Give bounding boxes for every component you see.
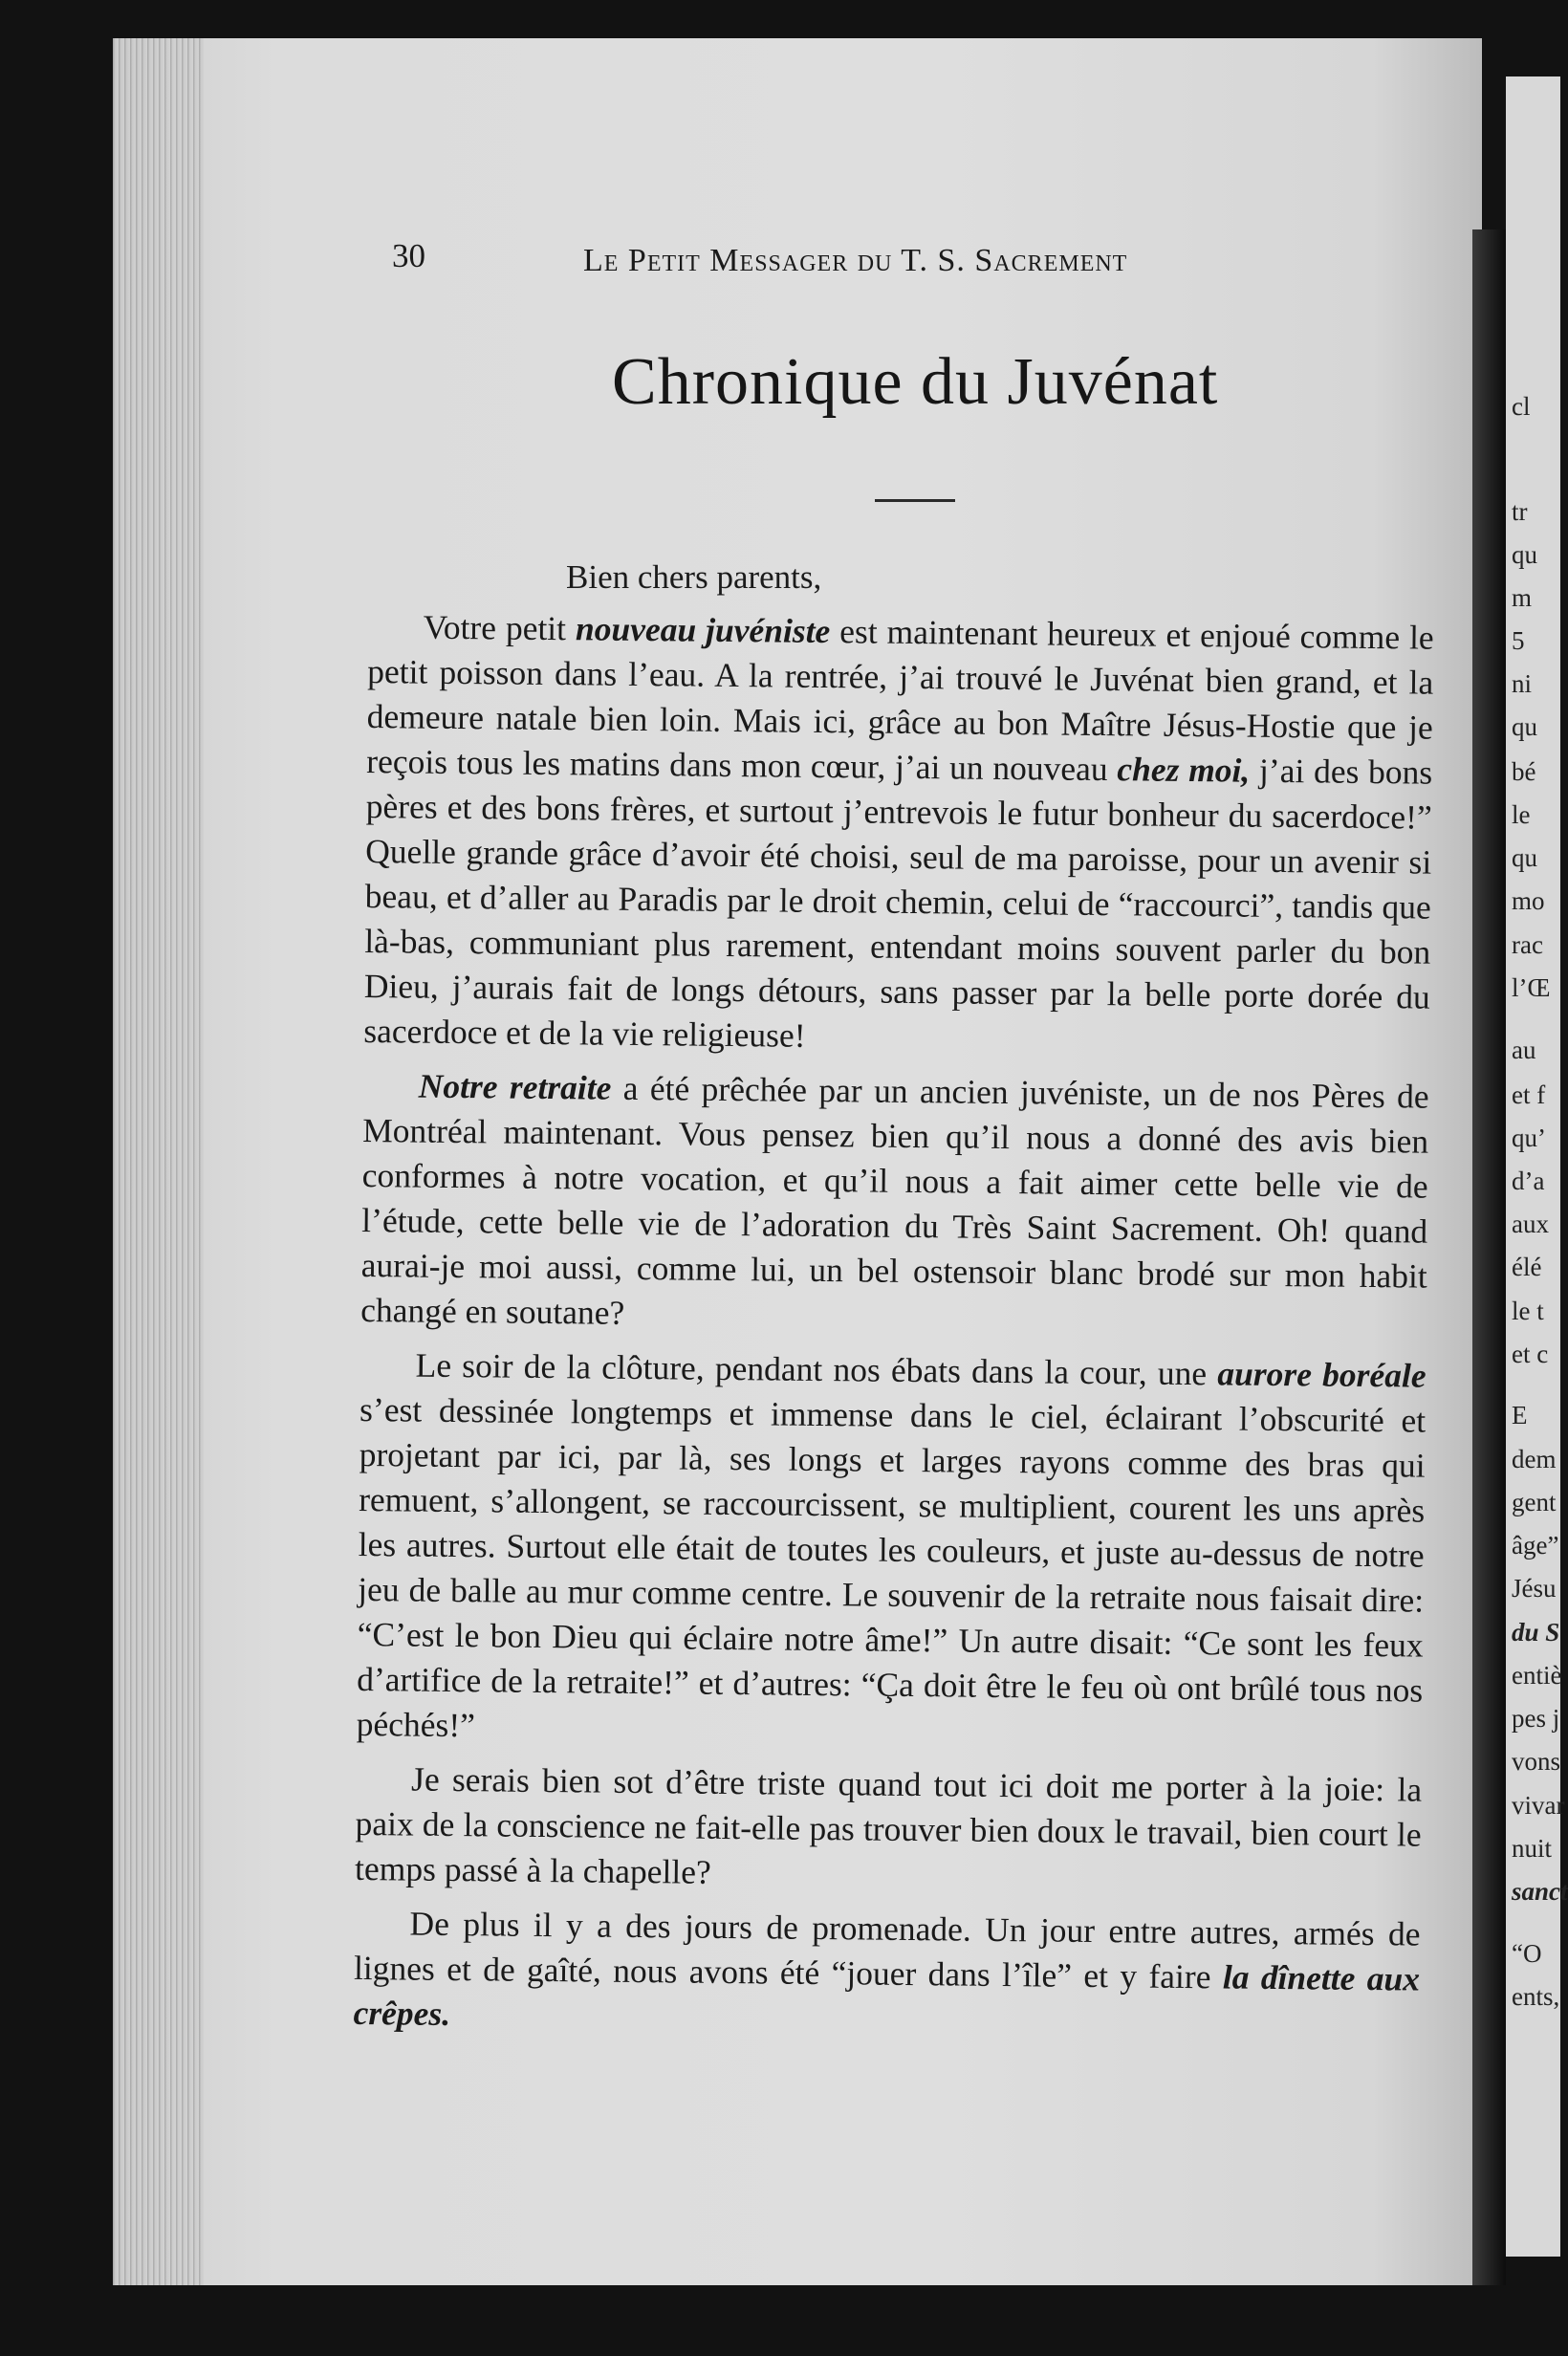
- adjacent-page-fragment: pes j: [1512, 1704, 1560, 1733]
- paragraph: [356, 1342, 1426, 1758]
- adjacent-page-fragment: qu: [1512, 843, 1537, 872]
- italic-run: aurore boréale: [1217, 1354, 1426, 1395]
- paragraph: [353, 1901, 1420, 2047]
- article-body: [353, 604, 1434, 2057]
- adjacent-page-fragment: sanct: [1512, 1877, 1568, 1906]
- page-number: 30: [392, 237, 425, 274]
- adjacent-page-fragment: tr: [1512, 497, 1528, 526]
- text-run: Je serais bien sot d’être triste quand tout ici doit me porter à la joie: la paix de la conscience ne fait-elle pas trouver bien doux le travail, bien court le temps passé à la chapelle?: [354, 1759, 1423, 1891]
- adjacent-page-fragment: l’Œ: [1512, 973, 1551, 1002]
- adjacent-page-fragment: élé: [1512, 1253, 1542, 1281]
- adjacent-page-fragment: vons: [1512, 1747, 1561, 1776]
- adjacent-page-fragment: “O: [1512, 1939, 1542, 1968]
- adjacent-page-fragment: et c: [1512, 1340, 1549, 1368]
- adjacent-page-fragment: nuit: [1512, 1834, 1553, 1863]
- page-edge-stack: [113, 38, 204, 2285]
- adjacent-page-fragment: entiè: [1512, 1661, 1562, 1690]
- text-run: De plus il y a des jours de promenade. Un jour entre autres, armés de lignes et de gaîté, nous avons été “jouer dans l’île” et y faire: [353, 1904, 1421, 1996]
- adjacent-page-fragment: bé: [1512, 757, 1536, 786]
- spine-shadow: [1472, 229, 1506, 2285]
- paragraph: [363, 604, 1434, 1065]
- adjacent-page-fragment: ents,: [1512, 1982, 1560, 2011]
- adjacent-page-fragment: le: [1512, 800, 1531, 829]
- title-divider: [875, 499, 955, 502]
- running-head: [392, 237, 1453, 294]
- text-run: Votre petit: [423, 607, 577, 648]
- adjacent-page-fragment: cl: [1512, 392, 1531, 421]
- text-run: a été prêchée par un ancien juvéniste, un de nos Pères de Montréal maintenant. Vous pensez bien qu’il nous a donné des avis bien conformes à notre vocation, et qu’il nous a fait aimer cette belle vie de l’étude, cette belle vie de l’adoration du Très Saint Sacrement. Oh! quand aurai-je moi aussi, comme lui, un bel ostensoir blanc brodé sur mon habit changé en soutane?: [360, 1068, 1429, 1332]
- adjacent-page-fragment: 5: [1512, 626, 1525, 655]
- adjacent-page-fragment: rac: [1512, 930, 1543, 959]
- adjacent-page-fragment: aux: [1512, 1210, 1549, 1238]
- text-run: est maintenant heureux et enjoué comme le petit poisson dans l’eau. A la rentrée, j’ai trouvé le Juvénat bien grand, et la demeure natale bien loin. Mais ici, grâce au bon Maître Jésus-Hostie que je reçois tous les matins dans mon cœur, j’ai un nouveau: [366, 612, 1434, 789]
- adjacent-page-fragment: et f: [1512, 1080, 1546, 1109]
- paragraph: [355, 1756, 1422, 1903]
- adjacent-page-fragment: qu: [1512, 540, 1537, 569]
- adjacent-page-fragment: du S: [1512, 1618, 1560, 1647]
- adjacent-page-fragment: qu: [1512, 712, 1537, 741]
- article-title: Chronique du Juvénat: [612, 345, 1219, 419]
- adjacent-page-fragment: vivar: [1512, 1791, 1565, 1820]
- italic-run: chez moi,: [1117, 750, 1251, 790]
- adjacent-page-fragment: E: [1512, 1401, 1528, 1429]
- italic-run: la dînette aux crêpes.: [353, 1957, 1421, 2033]
- adjacent-page-strip: [1506, 76, 1568, 2257]
- italic-run: Notre retraite: [418, 1066, 612, 1107]
- text-run: j’ai des bons pères et des bons frères, et surtout j’entrevois le futur bonheur du sacerdoce!” Quelle grande grâce d’avoir été choisi, seul de ma paroisse, pour un avenir si beau, et d’aller au Paradis par le droit chemin, celui de “raccourci”, tandis que là-bas, communiant plus rarement, entendant moins souvent parler du bon Dieu, j’aurais fait de longs détours, sans passer par la belle porte dorée du sacerdoce et de la vie religieuse!: [363, 751, 1433, 1055]
- adjacent-page-fragment: le t: [1512, 1297, 1544, 1325]
- text-run: Le soir de la clôture, pendant nos ébats dans la cour, une: [415, 1345, 1218, 1393]
- adjacent-page-fragment: Jésu: [1512, 1574, 1557, 1603]
- text-run: s’est dessinée longtemps et immense dans le ciel, éclairant l’obscurité et projetant par ici, par là, ses longs et larges rayons comme des bras qui remuent, s’allongent, se raccourcissent, se multiplient, courent les uns après les autres. Surtout elle était de toutes les couleurs, et juste au-dessus de notre jeu de balle au mur comme centre. Le souvenir de la retraite nous faisait dire: “C’est le bon Dieu qui éclaire notre âme!” Un autre disait: “Ce sont les feux d’artifice de la retraite!” et d’autres: “Ça doit être le feu où ont brûlé tous nos péchés!”: [356, 1389, 1426, 1745]
- adjacent-page-fragment: d’a: [1512, 1167, 1545, 1195]
- adjacent-page-fragment: m: [1512, 583, 1533, 612]
- adjacent-page-fragment: qu’: [1512, 1123, 1546, 1152]
- italic-run: nouveau juvéniste: [575, 609, 831, 651]
- adjacent-page-fragment: gent: [1512, 1488, 1557, 1516]
- paragraph: [360, 1063, 1429, 1344]
- salutation: Bien chers parents,: [566, 558, 822, 596]
- adjacent-page-fragment: mo: [1512, 886, 1545, 915]
- adjacent-page-fragment: ni: [1512, 669, 1533, 698]
- journal-title: Le Petit Messager du T. S. Sacrement: [583, 243, 1128, 278]
- adjacent-page-fragment: âge”: [1512, 1531, 1559, 1560]
- adjacent-page-fragment: dem: [1512, 1445, 1557, 1473]
- adjacent-page-fragment: au: [1512, 1036, 1536, 1064]
